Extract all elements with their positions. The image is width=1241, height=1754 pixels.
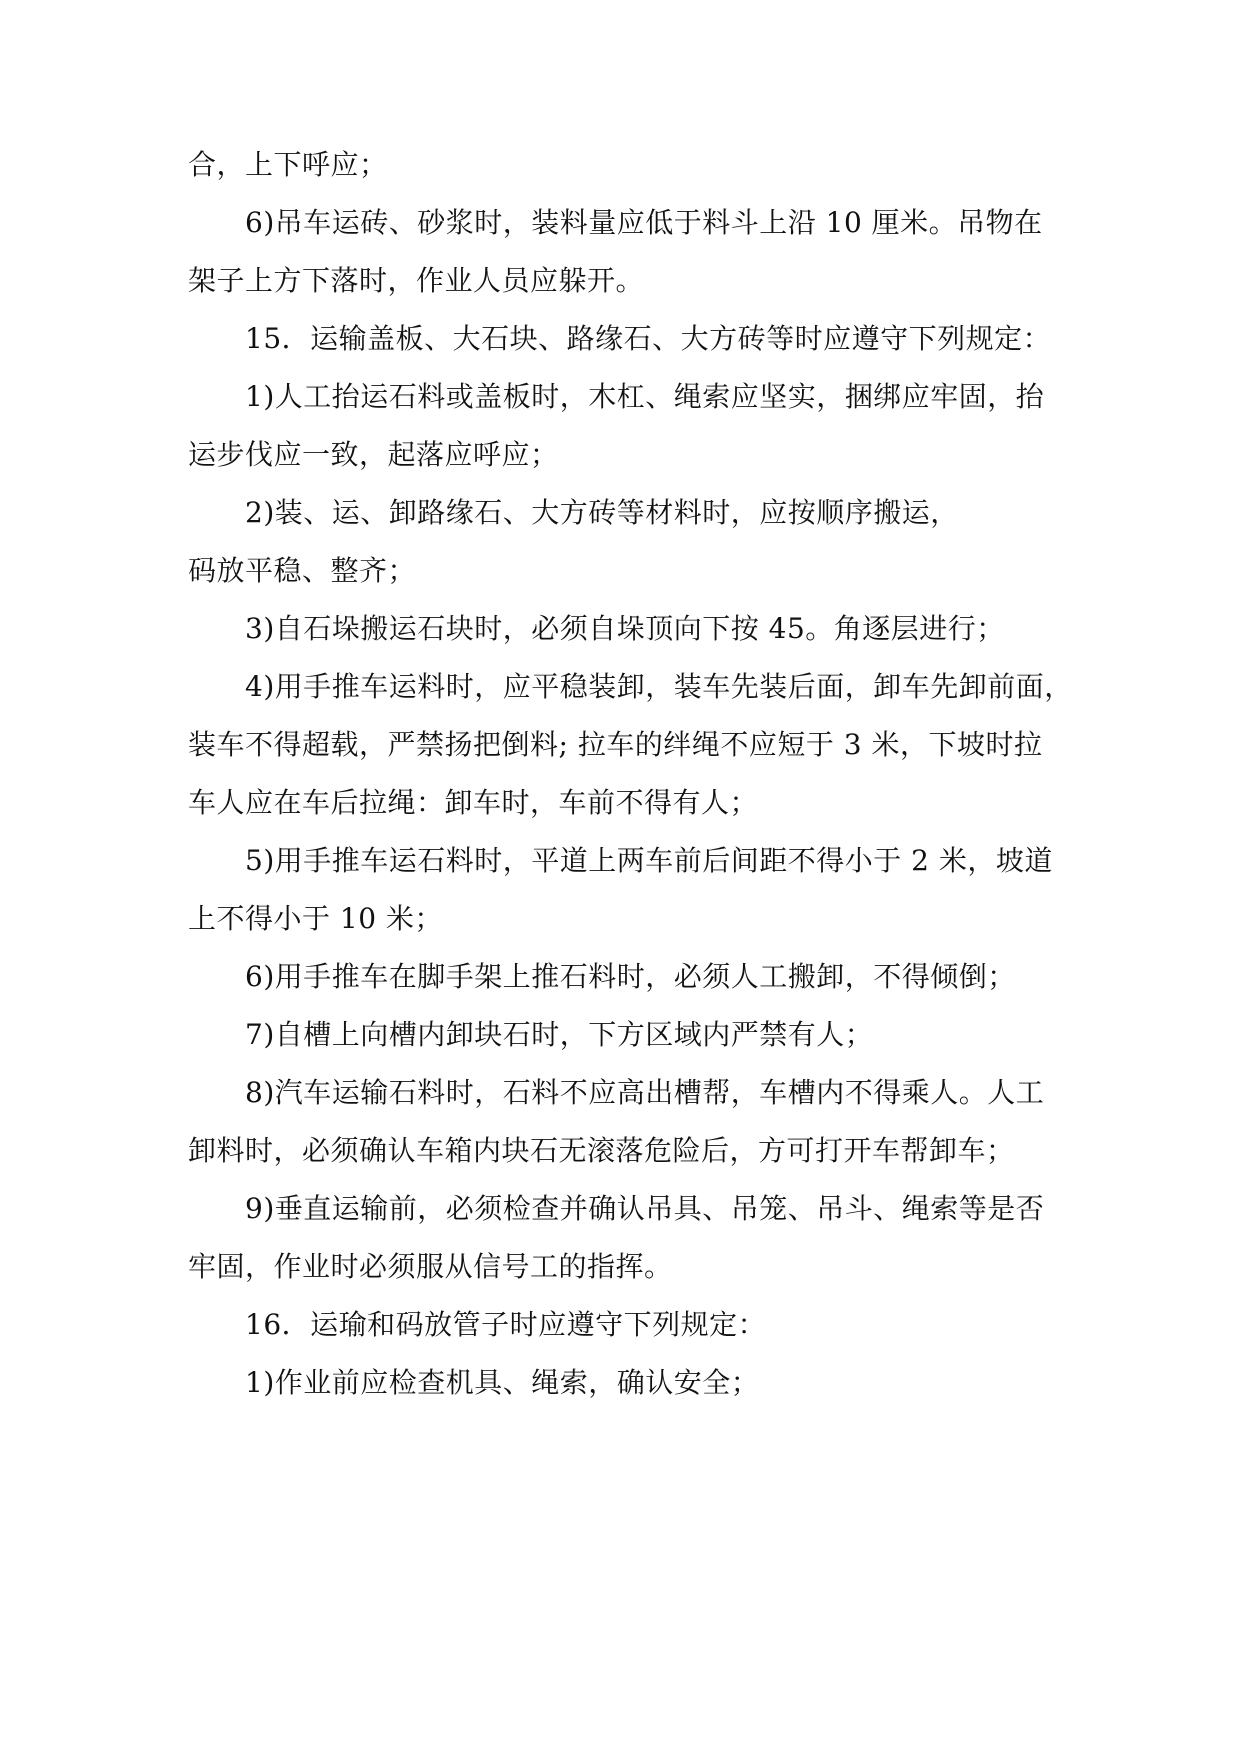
text-line: 3)自石垛搬运石块时，必须自垛顶向下按 45。角逐层进行； <box>245 612 1005 645</box>
text-line: 牢固，作业时必须服从信号工的指挥。 <box>188 1250 673 1283</box>
text-line: 车人应在车后拉绳：卸车时，车前不得有人； <box>188 786 759 819</box>
text-line: 8)汽车运输石料时，石料不应高出槽帮，车槽内不得乘人。人工 <box>245 1076 1045 1109</box>
text-line: 6)用手推车在脚手架上推石料时，必须人工搬卸，不得倾倒； <box>245 960 1016 993</box>
text-line: 装车不得超载，严禁扬把倒料; 拉车的绊绳不应短于 3 米，下坡时拉 <box>188 728 1043 761</box>
text-line: 1)作业前应检查机具、绳索，确认安全； <box>245 1366 760 1399</box>
text-line: 2)装、运、卸路缘石、大方砖等材料时，应按顺序搬运， <box>245 496 959 529</box>
text-line: 码放平稳、整齐； <box>188 554 417 587</box>
text-line: 1)人工抬运石料或盖板时，木杠、绳索应坚实，捆绑应牢固，抬 <box>245 380 1045 413</box>
text-line: 15．运输盖板、大石块、路缘石、大方砖等时应遵守下列规定： <box>245 322 1052 355</box>
text-line: 上不得小于 10 米； <box>188 902 443 935</box>
text-line: 合，上下呼应； <box>188 148 388 181</box>
text-line: 架子上方下落时，作业人员应躲开。 <box>188 264 645 297</box>
text-line: 5)用手推车运石料时，平道上两车前后间距不得小于 2 米，坡道 <box>245 844 1053 877</box>
text-line: 7)自槽上向槽内卸块石时，下方区域内严禁有人； <box>245 1018 874 1051</box>
text-line: 6)吊车运砖、砂浆时，装料量应低于料斗上沿 10 厘米。吊物在 <box>245 206 1043 239</box>
text-line: 16．运瑜和码放管子时应遵守下列规定： <box>245 1308 767 1341</box>
text-line: 9)垂直运输前，必须检查并确认吊具、吊笼、吊斗、绳索等是否 <box>245 1192 1045 1225</box>
text-line: 运步伐应一致，起落应呼应； <box>188 438 559 471</box>
text-line: 卸料时，必须确认车箱内块石无滚落危险后，方可打开车帮卸车； <box>188 1134 1015 1167</box>
text-line: 4)用手推车运料时，应平稳装卸，装车先装后面，卸车先卸前面， <box>245 670 1073 703</box>
